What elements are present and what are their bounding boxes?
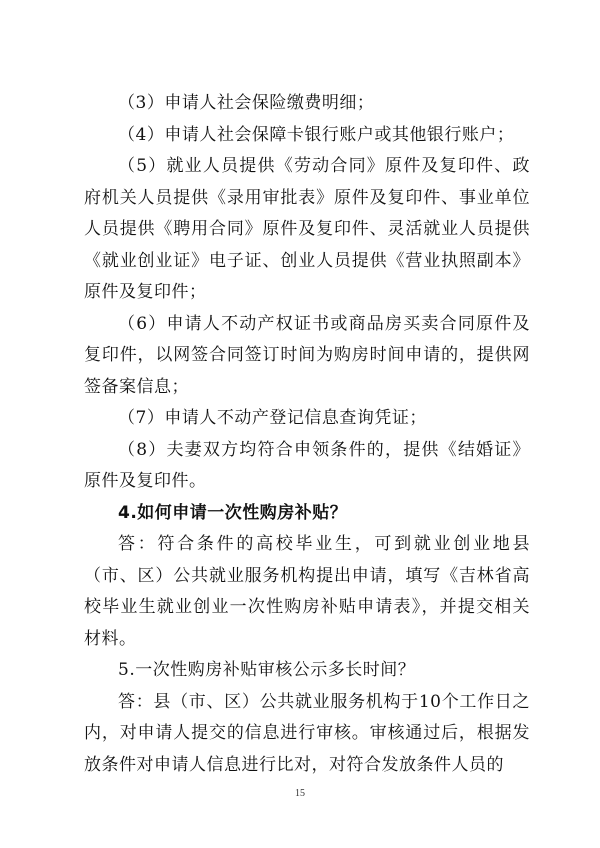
answer-paragraph-5: 答：县（市、区）公共就业服务机构于10个工作日之内，对申请人提交的信息进行审核。审核通过后，根据发放条件对申请人信息进行比对，对符合发放条件人员的 — [84, 691, 530, 775]
paragraph-item-7: （7）申请人不动产登记信息查询凭证； — [118, 408, 427, 428]
paragraph-item-5: （5）就业人员提供《劳动合同》原件及复印件、政府机关人员提供《录用审批表》原件及复印件、事业单位人员提供《聘用合同》原件及复印件、灵活就业人员提供《就业创业证》电子证、创业人员提供《营业执照副本》原件及复印件； — [84, 156, 530, 302]
paragraph-item-8: （8）夫妻双方均符合申领条件的，提供《结婚证》原件及复印件。 — [84, 439, 530, 491]
paragraph-item-4: （4）申请人社会保障卡银行账户或其他银行账户； — [118, 124, 515, 145]
paragraph-item-3: （3）申请人社会保险缴费明细； — [118, 93, 375, 113]
paragraph-item-6: （6）申请人不动产权证书或商品房买卖合同原件及复印件，以网签合同签订时间为购房时间申请的，提供网签备案信息； — [84, 313, 530, 397]
page-number: 15 — [295, 788, 305, 799]
section-heading-5: 5.一次性购房补贴审核公示多长时间？ — [118, 660, 416, 680]
answer-paragraph-4: 答：符合条件的高校毕业生，可到就业创业地县（市、区）公共就业服务机构提出申请，填写《吉林省高校毕业生就业创业一次性购房补贴申请表》，并提交相关材料。 — [84, 534, 530, 649]
document-body — [84, 88, 530, 781]
section-heading-4: 4.如何申请一次性购房补贴？ — [118, 502, 348, 523]
